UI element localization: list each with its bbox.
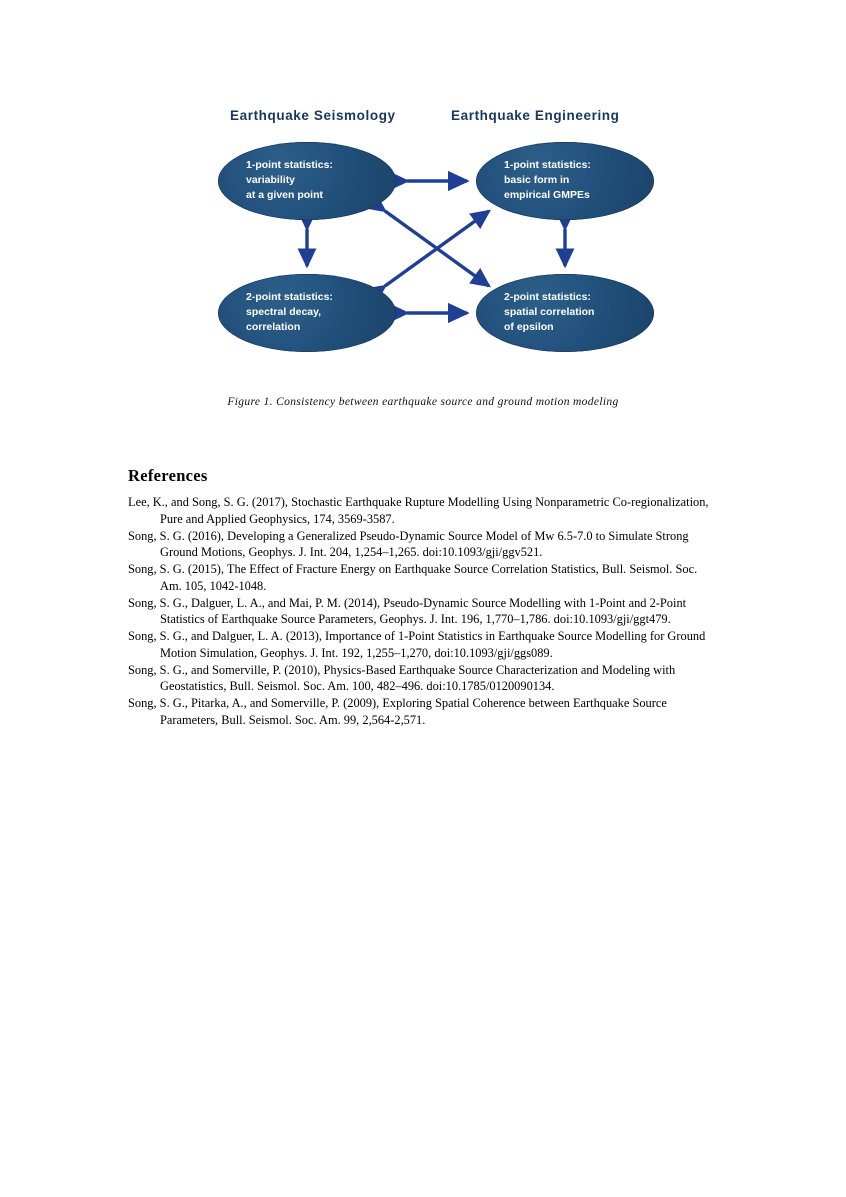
figure-node-top-right-text <box>504 158 591 204</box>
node-line-2: basic form in <box>504 174 570 187</box>
node-line-2: spectral decay, <box>246 306 322 319</box>
figure-node-top-right <box>476 142 654 220</box>
list-item: Song, S. G., and Somerville, P. (2010), Physics-Based Earthquake Source Characterization and Modeling with Geostatistics, Bull. Seismol. Soc. Am. 100, 482–496. doi:10.1785/0120090134. <box>128 662 676 693</box>
node-line-1: 2-point statistics: <box>504 291 591 304</box>
list-item: Song, S. G. (2015), The Effect of Fracture Energy on Earthquake Source Correlation Statistics, Bull. Seismol. Soc. Am. 105, 1042-1048. <box>128 562 698 593</box>
figure-caption: Figure 1. Consistency between earthquake source and ground motion modeling <box>227 396 619 408</box>
node-line-1: 2-point statistics: <box>246 291 333 304</box>
figure-column-title-right: Earthquake Engineering <box>451 108 620 123</box>
figure-column-title-left: Earthquake Seismology <box>230 108 396 123</box>
figure-node-top-left <box>218 142 396 220</box>
node-line-3: of epsilon <box>504 321 554 334</box>
figure-node-bottom-right-text <box>504 290 594 336</box>
figure-node-bottom-left-text <box>246 290 333 336</box>
node-line-3: correlation <box>246 321 301 334</box>
references-list <box>128 494 716 729</box>
figure-node-bottom-right <box>476 274 654 352</box>
node-line-1: 1-point statistics: <box>246 159 333 172</box>
list-item: Song, S. G., and Dalguer, L. A. (2013), Importance of 1-Point Statistics in Earthquake Source Modelling for Ground Motion Simulation, Geophys. J. Int. 192, 1,255–1,270, doi:10.1093/gji/ggs089. <box>128 629 706 660</box>
node-line-2: spatial correlation <box>504 306 595 319</box>
references-heading: References <box>128 466 208 485</box>
figure-node-bottom-left <box>218 274 396 352</box>
figure-arrows <box>128 96 718 426</box>
list-item: Lee, K., and Song, S. G. (2017), Stochastic Earthquake Rupture Modelling Using Nonparametric Co-regionalization, Pure and Applied Geophysics, 174, 3569-3587. <box>128 495 709 526</box>
list-item: Song, S. G. (2016), Developing a Generalized Pseudo-Dynamic Source Model of Mw 6.5-7.0 to Simulate Strong Ground Motions, Geophys. J. Int. 204, 1,254–1,265. doi:10.1093/gji/ggv521. <box>128 528 689 559</box>
node-line-2: variability <box>246 174 296 187</box>
node-line-3: empirical GMPEs <box>504 189 590 202</box>
node-line-1: 1-point statistics: <box>504 159 591 172</box>
figure-1 <box>128 96 718 426</box>
list-item: Song, S. G., Pitarka, A., and Somerville, P. (2009), Exploring Spatial Coherence between Earthquake Source Parameters, Bull. Seismol. Soc. Am. 99, 2,564-2,571. <box>128 696 667 727</box>
figure-node-top-left-text <box>246 158 333 204</box>
node-line-3: at a given point <box>246 189 324 202</box>
list-item: Song, S. G., Dalguer, L. A., and Mai, P. M. (2014), Pseudo-Dynamic Source Modelling with 1-Point and 2-Point Statistics of Earthquake Source Parameters, Geophys. J. Int. 196, 1,770–1,786. doi:10.1093/gji/ggt479. <box>128 595 687 626</box>
